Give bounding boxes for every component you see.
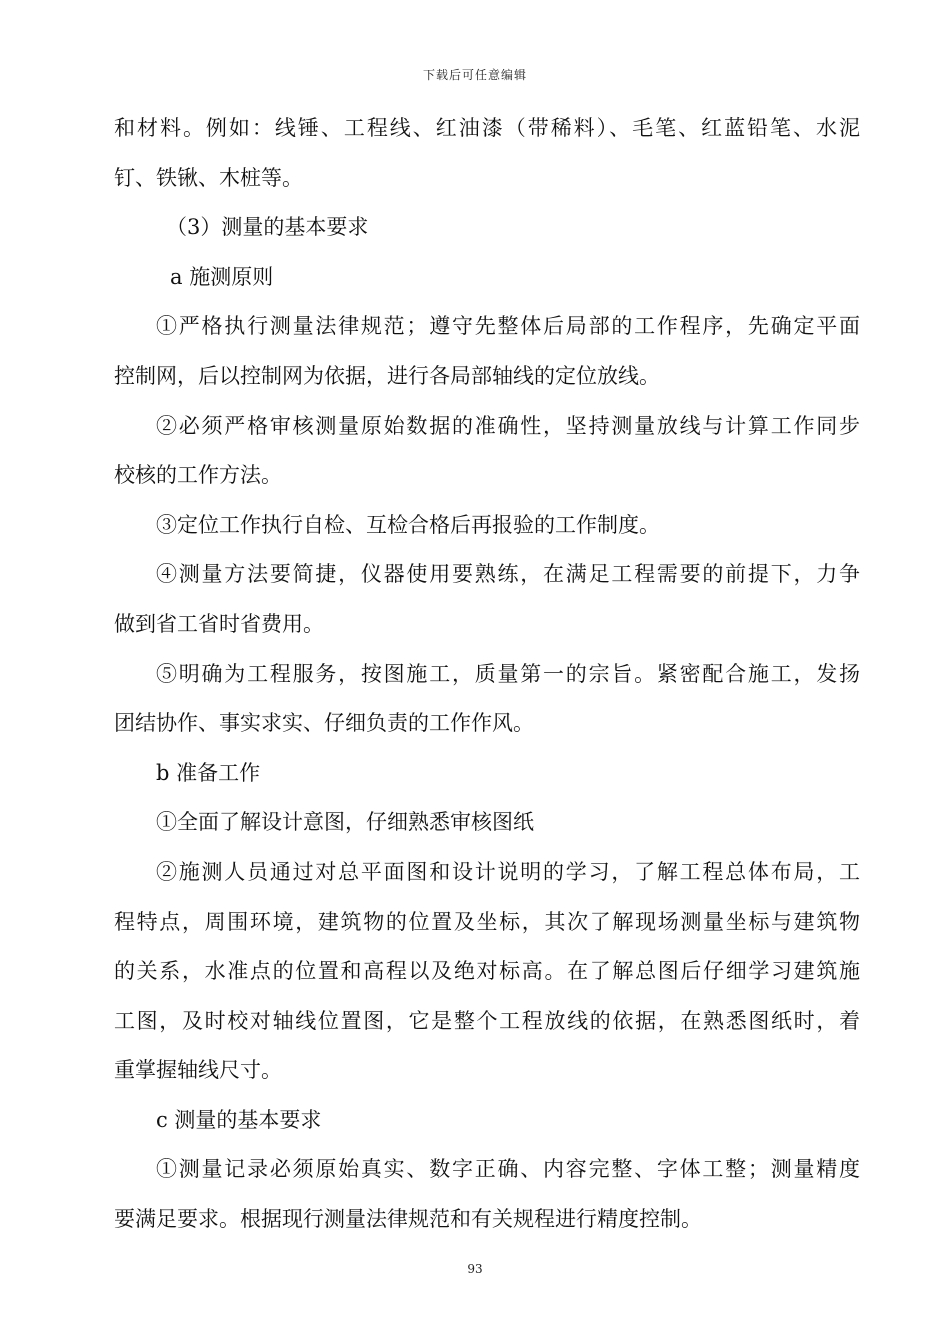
paragraph-line: ①严格执行测量法律规范；遵守先整体后局部的工作程序，先确定平面 bbox=[156, 314, 860, 339]
paragraph-line: ③定位工作执行自检、互检合格后再报验的工作制度。 bbox=[156, 512, 660, 537]
paragraph-line: 要满足要求。根据现行测量法律规范和有关规程进行精度控制。 bbox=[114, 1207, 702, 1232]
paragraph-line: ②必须严格审核测量原始数据的准确性，坚持测量放线与计算工作同步 bbox=[156, 413, 860, 438]
paragraph-line: 工图，及时校对轴线位置图，它是整个工程放线的依据，在熟悉图纸时，着 bbox=[114, 1008, 860, 1033]
section-heading: （3）测量的基本要求 bbox=[166, 215, 369, 240]
paragraph-line: ⑤明确为工程服务，按图施工，质量第一的宗旨。紧密配合施工，发扬 bbox=[156, 661, 860, 686]
paragraph-line: 重掌握轴线尺寸。 bbox=[114, 1058, 282, 1083]
body-text bbox=[114, 104, 860, 1245]
paragraph-line: 做到省工省时省费用。 bbox=[114, 611, 324, 636]
paragraph-line: 和材料。例如：线锤、工程线、红油漆（带稀料）、毛笔、红蓝铅笔、水泥 bbox=[114, 116, 860, 140]
page-number: 93 bbox=[467, 1262, 483, 1276]
paragraph-line: 的关系，水准点的位置和高程以及绝对标高。在了解总图后仔细学习建筑施 bbox=[114, 959, 860, 984]
paragraph-line: 团结协作、事实求实、仔细负责的工作作风。 bbox=[114, 711, 534, 736]
paragraph-line: ④测量方法要简捷，仪器使用要熟练，在满足工程需要的前提下，力争 bbox=[156, 562, 860, 587]
paragraph-line: 校核的工作方法。 bbox=[114, 463, 282, 488]
subsection-heading: b 准备工作 bbox=[156, 760, 261, 785]
paragraph-line: 钉、铁锹、木桩等。 bbox=[114, 165, 303, 190]
subsection-heading: c 测量的基本要求 bbox=[156, 1107, 322, 1132]
page-header: 下载后可任意编辑 bbox=[422, 68, 527, 82]
paragraph-line: ②施测人员通过对总平面图和设计说明的学习，了解工程总体布局，工 bbox=[156, 859, 860, 884]
paragraph-line: 程特点，周围环境，建筑物的位置及坐标，其次了解现场测量坐标与建筑物 bbox=[114, 909, 860, 934]
subsection-heading: a 施测原则 bbox=[170, 264, 274, 289]
paragraph-line: ①测量记录必须原始真实、数字正确、内容完整、字体工整；测量精度 bbox=[156, 1157, 860, 1182]
paragraph-line: ①全面了解设计意图，仔细熟悉审核图纸 bbox=[156, 810, 534, 835]
paragraph-line: 控制网，后以控制网为依据，进行各局部轴线的定位放线。 bbox=[114, 363, 660, 388]
